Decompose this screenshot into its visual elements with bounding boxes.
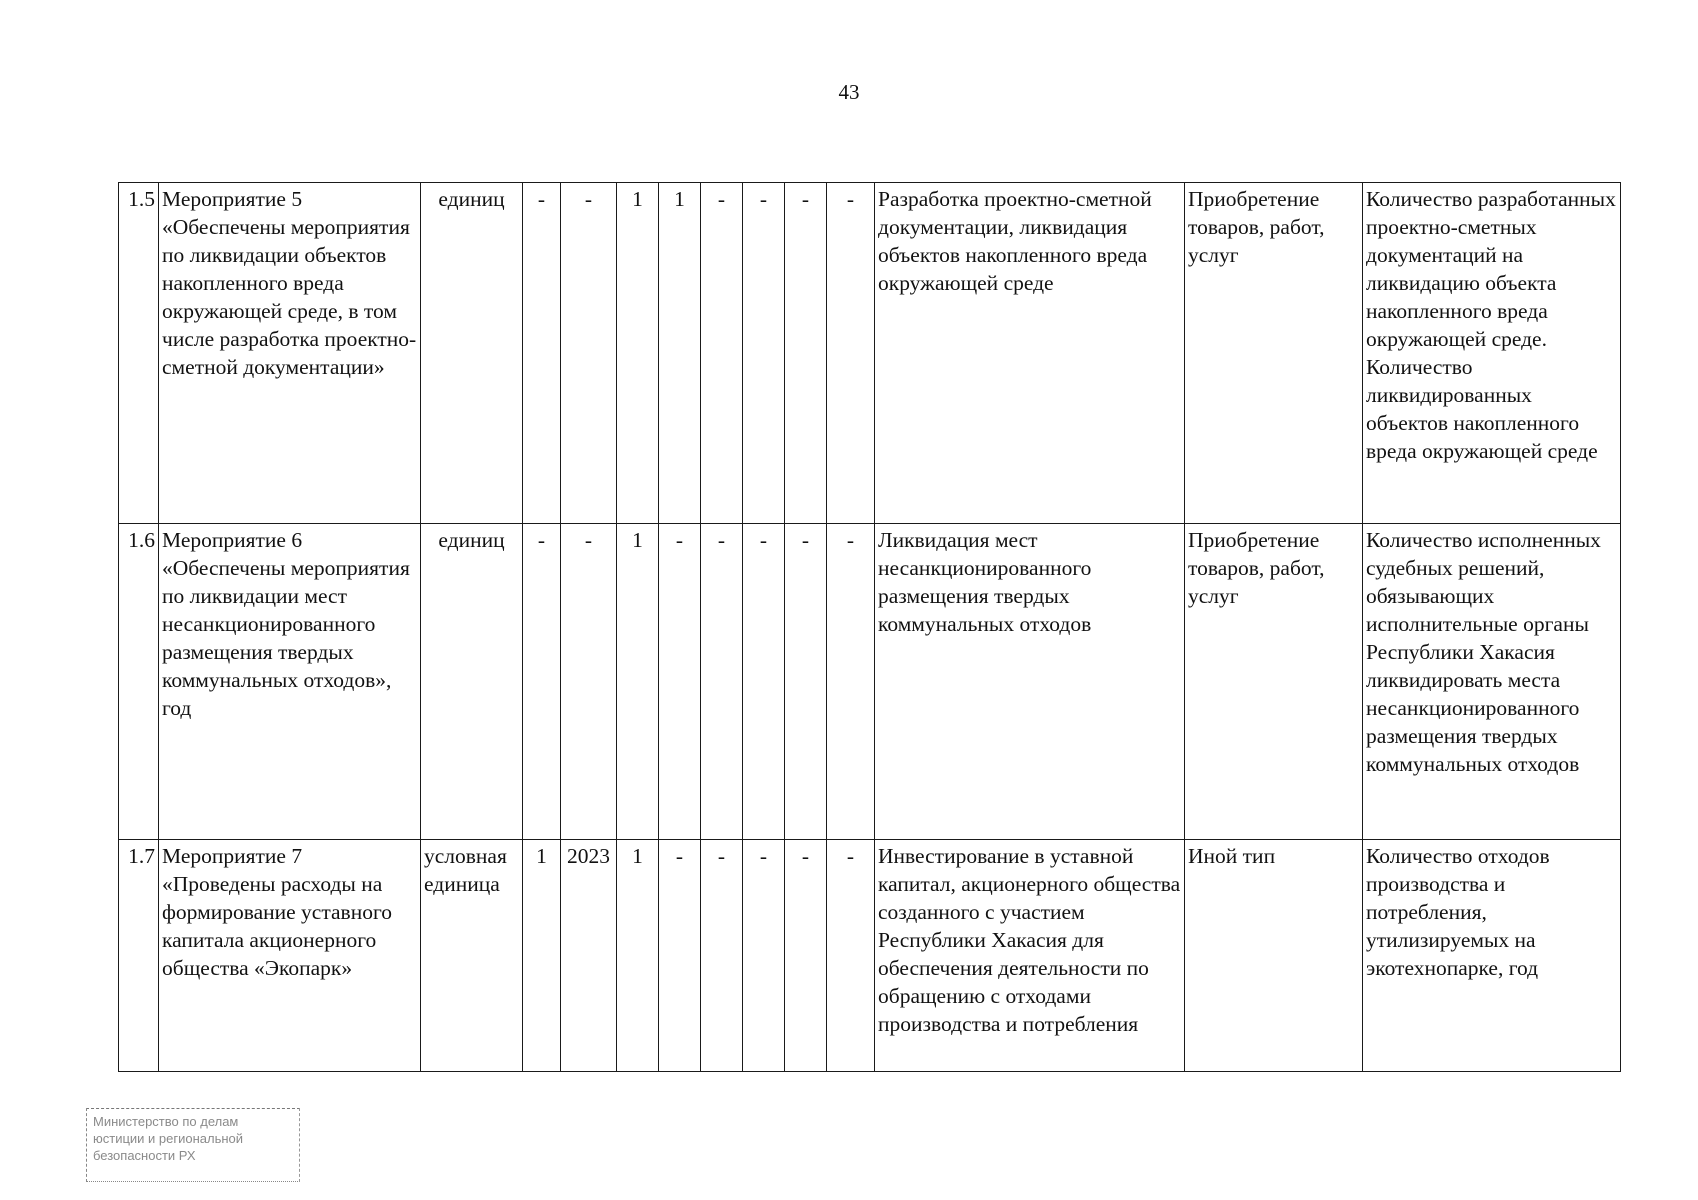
- value-cell-4: -: [659, 840, 701, 1072]
- value-cell-6: -: [743, 524, 785, 840]
- measure-name: Мероприятие 5 «Обеспечены мероприятия по ликвидации объектов накопленного вреда окружающей среде, в том числе разработка проектно-сметной документации»: [159, 183, 421, 524]
- row-number: 1.6: [119, 524, 159, 840]
- value-cell-3: 1: [617, 840, 659, 1072]
- type-cell: Приобретение товаров, работ, услуг: [1185, 524, 1363, 840]
- value-cell-3: 1: [617, 524, 659, 840]
- value-cell-4: -: [659, 524, 701, 840]
- value-cell-2: -: [561, 183, 617, 524]
- value-cell-7: -: [785, 183, 827, 524]
- value-cell-3: 1: [617, 183, 659, 524]
- value-cell-7: -: [785, 840, 827, 1072]
- value-cell-4: 1: [659, 183, 701, 524]
- description-cell: Инвестирование в уставной капитал, акционерного общества созданного с участием Республики Хакасия для обеспечения деятельности по обращению с отходами производства и потребления: [875, 840, 1185, 1072]
- row-number: 1.5: [119, 183, 159, 524]
- description-cell: Ликвидация мест несанкционированного размещения твердых коммунальных отходов: [875, 524, 1185, 840]
- value-cell-2: 2023: [561, 840, 617, 1072]
- measure-name: Мероприятие 7 «Проведены расходы на формирование уставного капитала акционерного общества «Экопарк»: [159, 840, 421, 1072]
- stamp-line: юстиции и региональной: [93, 1131, 244, 1146]
- indicator-cell: Количество отходов производства и потребления, утилизируемых на экотехнопарке, год: [1363, 840, 1621, 1072]
- page-number: 43: [838, 80, 860, 104]
- type-cell: Иной тип: [1185, 840, 1363, 1072]
- row-number: 1.7: [119, 840, 159, 1072]
- description-cell: Разработка проектно-сметной документации, ликвидация объектов накопленного вреда окружающей среде: [875, 183, 1185, 524]
- value-cell-8: -: [827, 183, 875, 524]
- table-row: [119, 524, 1621, 840]
- stamp-line: Министерство по делам: [93, 1114, 239, 1129]
- measures-table: [118, 182, 1621, 1072]
- value-cell-2: -: [561, 524, 617, 840]
- table-row: [119, 183, 1621, 524]
- measure-name: Мероприятие 6 «Обеспечены мероприятия по ликвидации мест несанкционированного размещения твердых коммунальных отходов», год: [159, 524, 421, 840]
- value-cell-8: -: [827, 524, 875, 840]
- value-cell-7: -: [785, 524, 827, 840]
- table-row: [119, 840, 1621, 1072]
- unit-cell: условная единица: [421, 840, 523, 1072]
- value-cell-5: -: [701, 524, 743, 840]
- value-cell-1: -: [523, 183, 561, 524]
- indicator-cell: Количество исполненных судебных решений, обязывающих исполнительные органы Республики Хакасия ликвидировать места несанкционированного размещения твердых коммунальных отходов: [1363, 524, 1621, 840]
- value-cell-1: -: [523, 524, 561, 840]
- value-cell-5: -: [701, 183, 743, 524]
- unit-cell: единиц: [421, 524, 523, 840]
- stamp-line: безопасности РХ: [93, 1148, 196, 1163]
- value-cell-1: 1: [523, 840, 561, 1072]
- type-cell: Приобретение товаров, работ, услуг: [1185, 183, 1363, 524]
- value-cell-6: -: [743, 183, 785, 524]
- value-cell-5: -: [701, 840, 743, 1072]
- value-cell-6: -: [743, 840, 785, 1072]
- registration-stamp: [86, 1108, 300, 1182]
- value-cell-8: -: [827, 840, 875, 1072]
- indicator-cell: Количество разработанных проектно-сметных документаций на ликвидацию объекта накопленного вреда окружающей среде. Количество ликвидированных объектов накопленного вреда окружающей среде: [1363, 183, 1621, 524]
- unit-cell: единиц: [421, 183, 523, 524]
